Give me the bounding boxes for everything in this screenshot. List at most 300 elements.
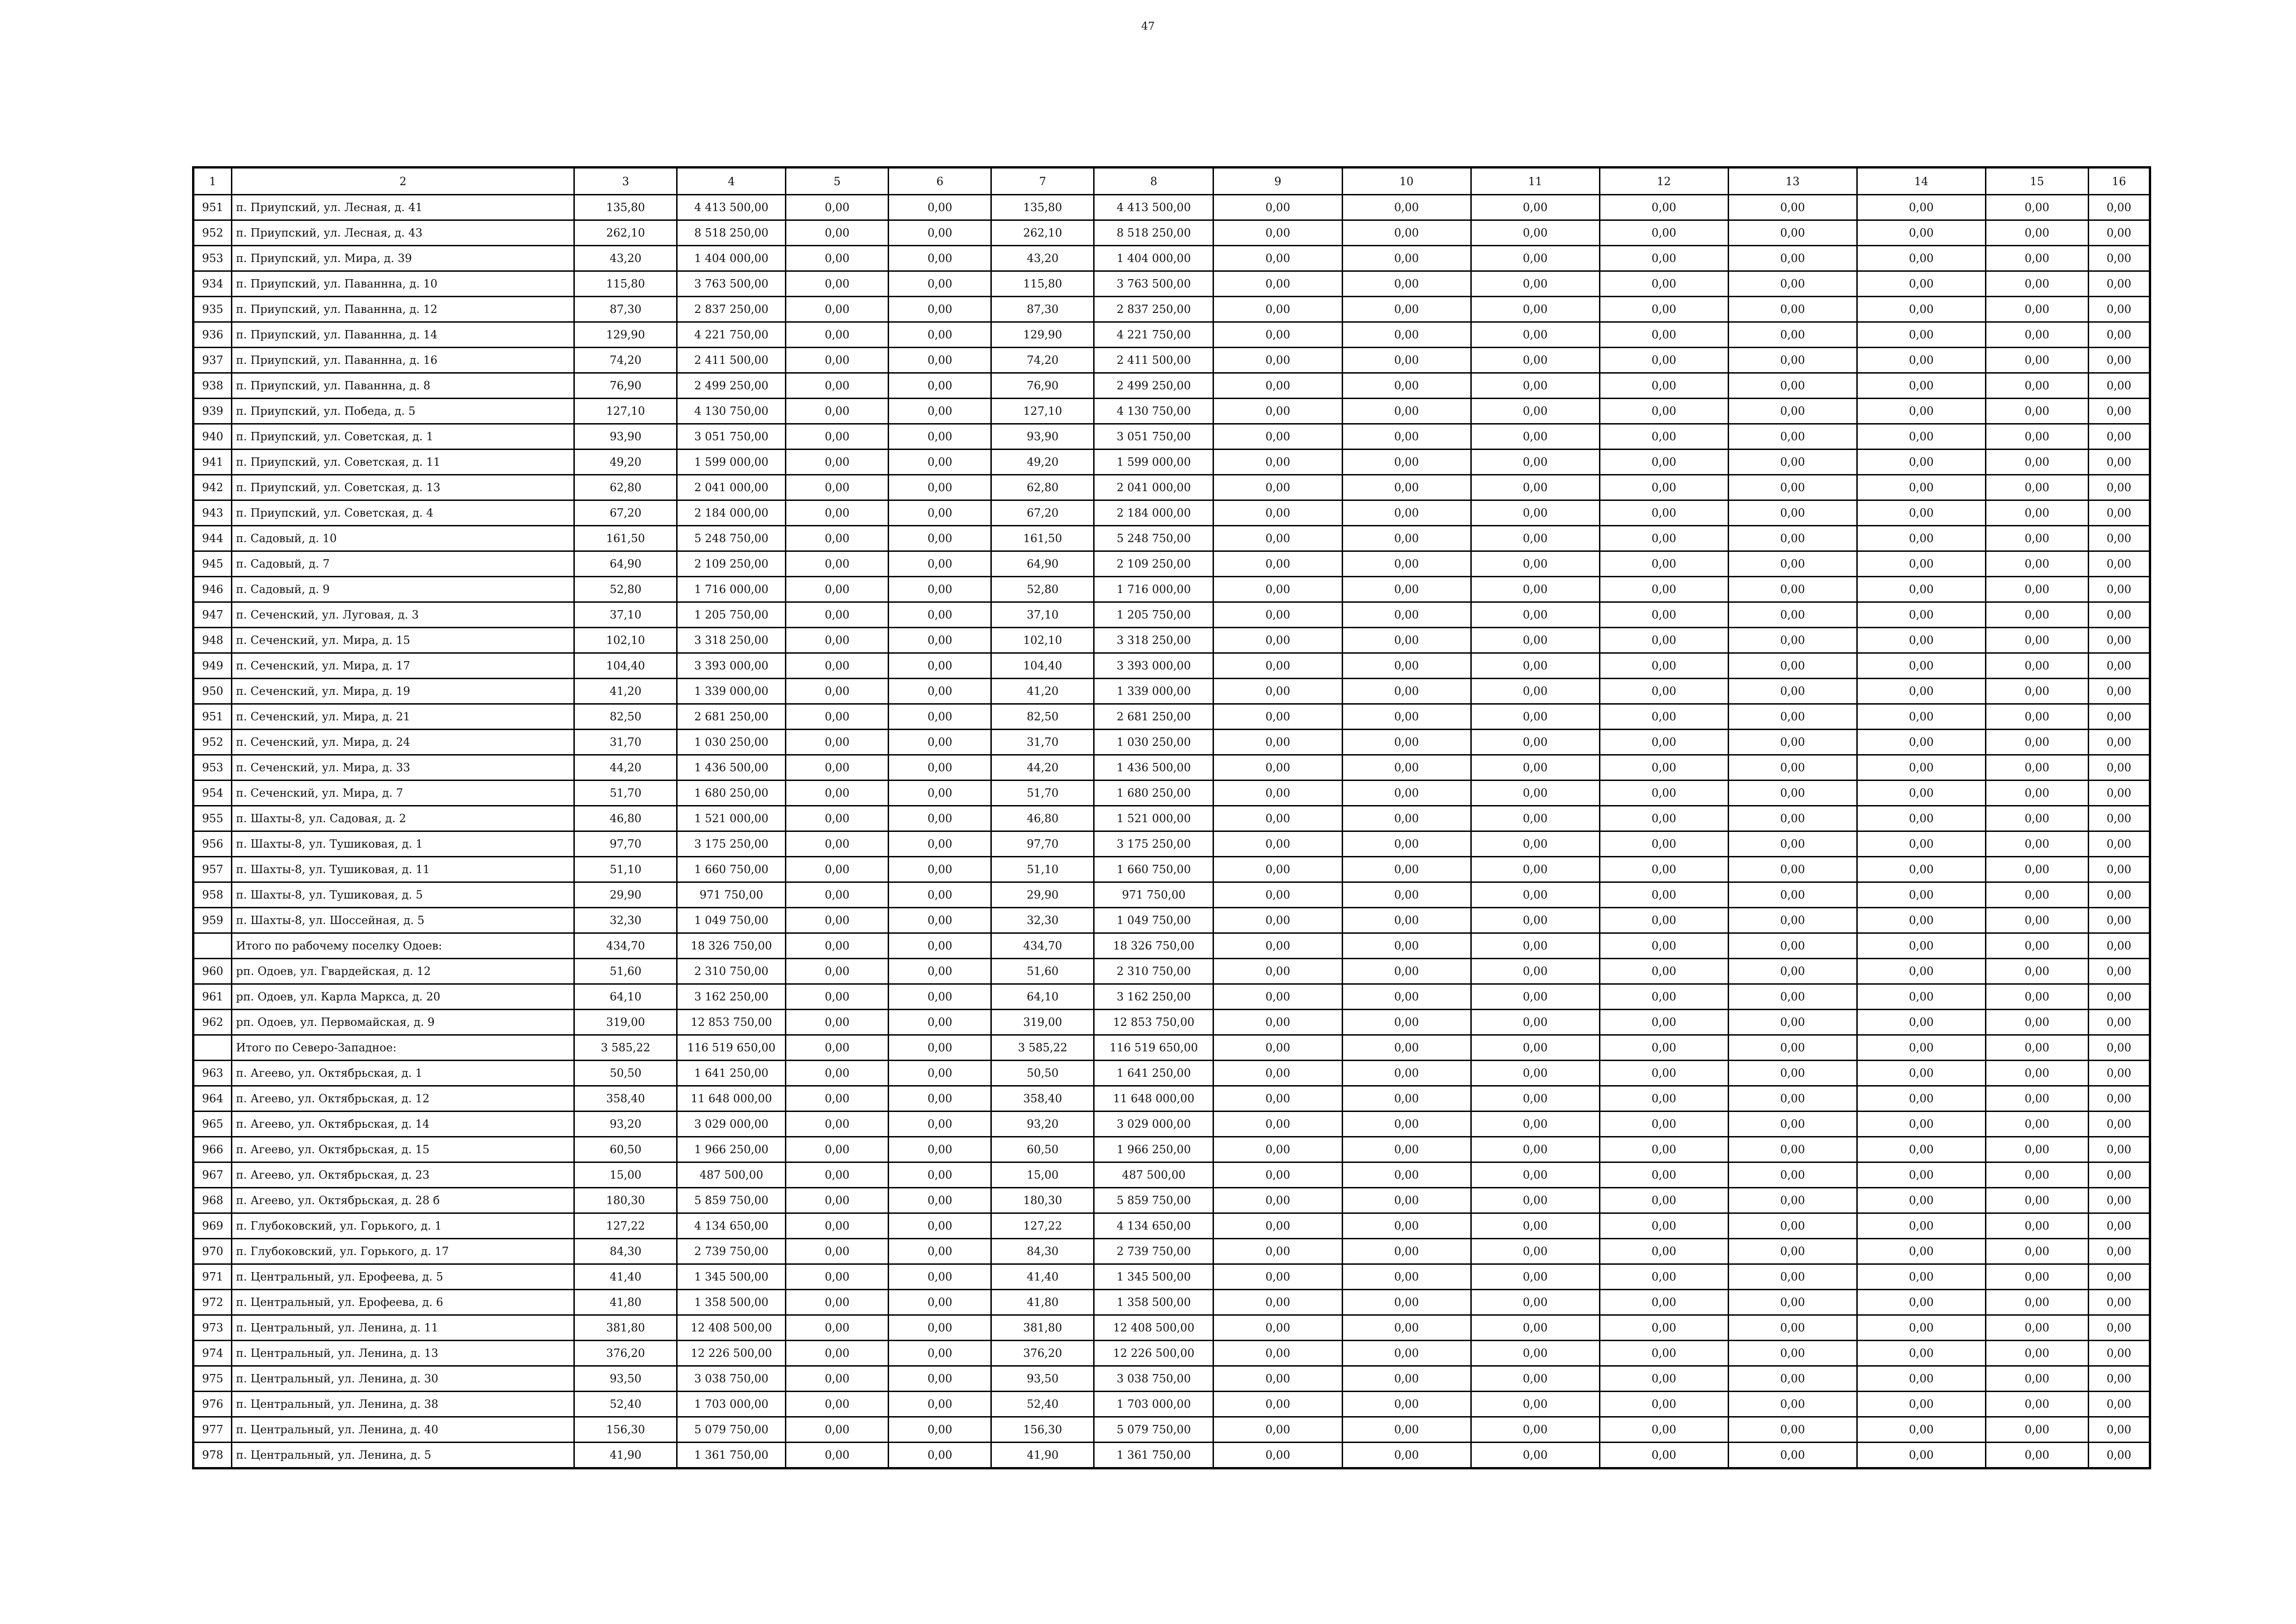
value-cell: 0,00 <box>1342 755 1471 781</box>
value-cell: 0,00 <box>2088 1417 2150 1443</box>
row-number-cell: 938 <box>193 373 232 399</box>
value-cell: 0,00 <box>1728 1188 1857 1213</box>
value-cell: 0,00 <box>1985 628 2088 653</box>
value-cell: 12 853 750,00 <box>1094 1010 1213 1035</box>
value-cell: 0,00 <box>1471 1112 1599 1137</box>
value-cell: 0,00 <box>786 933 889 959</box>
value-cell: 0,00 <box>889 220 991 246</box>
value-cell: 0,00 <box>1728 551 1857 577</box>
table-row <box>193 1315 2150 1341</box>
row-number-cell <box>193 1035 232 1061</box>
value-cell: 0,00 <box>1342 1264 1471 1290</box>
value-cell: 2 041 000,00 <box>677 475 786 500</box>
address-cell: п. Глубоковский, ул. Горького, д. 1 <box>232 1213 574 1239</box>
value-cell: 0,00 <box>2088 908 2150 933</box>
value-cell: 0,00 <box>1599 704 1728 730</box>
value-cell: 0,00 <box>2088 1162 2150 1188</box>
value-cell: 0,00 <box>1213 373 1342 399</box>
value-cell: 5 859 750,00 <box>1094 1188 1213 1213</box>
value-cell: 0,00 <box>1857 526 1985 551</box>
value-cell: 0,00 <box>1213 348 1342 373</box>
value-cell: 3 393 000,00 <box>677 653 786 679</box>
value-cell: 0,00 <box>786 1264 889 1290</box>
value-cell: 0,00 <box>1471 322 1599 348</box>
row-number-cell: 965 <box>193 1112 232 1137</box>
value-cell: 50,50 <box>991 1061 1094 1086</box>
value-cell: 64,90 <box>991 551 1094 577</box>
value-cell: 0,00 <box>1342 500 1471 526</box>
value-cell: 0,00 <box>1342 959 1471 984</box>
value-cell: 1 641 250,00 <box>677 1061 786 1086</box>
value-cell: 127,10 <box>574 399 677 424</box>
subtotal-row <box>193 1035 2150 1061</box>
value-cell: 0,00 <box>1599 959 1728 984</box>
value-cell: 0,00 <box>1857 1162 1985 1188</box>
row-number-cell: 940 <box>193 424 232 450</box>
value-cell: 1 205 750,00 <box>677 602 786 628</box>
value-cell: 116 519 650,00 <box>677 1035 786 1061</box>
value-cell: 0,00 <box>1728 1443 1857 1468</box>
value-cell: 87,30 <box>574 297 677 322</box>
value-cell: 115,80 <box>991 271 1094 297</box>
value-cell: 4 130 750,00 <box>1094 399 1213 424</box>
value-cell: 1 966 250,00 <box>677 1137 786 1162</box>
value-cell: 51,10 <box>991 857 1094 882</box>
value-cell: 0,00 <box>1471 831 1599 857</box>
value-cell: 0,00 <box>1213 1213 1342 1239</box>
value-cell: 0,00 <box>1342 1137 1471 1162</box>
value-cell: 1 680 250,00 <box>1094 781 1213 806</box>
value-cell: 0,00 <box>1728 1213 1857 1239</box>
value-cell: 0,00 <box>889 1315 991 1341</box>
value-cell: 0,00 <box>786 526 889 551</box>
value-cell: 0,00 <box>1985 806 2088 831</box>
value-cell: 0,00 <box>2088 755 2150 781</box>
value-cell: 0,00 <box>889 322 991 348</box>
value-cell: 0,00 <box>1599 1443 1728 1468</box>
value-cell: 0,00 <box>786 246 889 271</box>
value-cell: 127,22 <box>991 1213 1094 1239</box>
value-cell: 156,30 <box>574 1417 677 1443</box>
value-cell: 1 703 000,00 <box>677 1392 786 1417</box>
value-cell: 0,00 <box>2088 526 2150 551</box>
value-cell: 0,00 <box>1599 984 1728 1010</box>
table-row <box>193 1290 2150 1315</box>
row-number-cell: 937 <box>193 348 232 373</box>
row-number-cell: 952 <box>193 220 232 246</box>
value-cell: 0,00 <box>2088 1443 2150 1468</box>
value-cell: 0,00 <box>1342 679 1471 704</box>
value-cell: 487 500,00 <box>1094 1162 1213 1188</box>
value-cell: 0,00 <box>1213 1137 1342 1162</box>
value-cell: 0,00 <box>1213 1392 1342 1417</box>
value-cell: 2 109 250,00 <box>677 551 786 577</box>
table-row <box>193 1366 2150 1392</box>
value-cell: 0,00 <box>1728 628 1857 653</box>
value-cell: 0,00 <box>2088 1061 2150 1086</box>
value-cell: 0,00 <box>1213 1366 1342 1392</box>
value-cell: 3 318 250,00 <box>1094 628 1213 653</box>
value-cell: 0,00 <box>1599 933 1728 959</box>
value-cell: 0,00 <box>786 831 889 857</box>
value-cell: 0,00 <box>1985 246 2088 271</box>
value-cell: 0,00 <box>1599 577 1728 602</box>
address-cell: п. Сеченский, ул. Мира, д. 19 <box>232 679 574 704</box>
row-number-cell: 953 <box>193 246 232 271</box>
value-cell: 1 680 250,00 <box>677 781 786 806</box>
value-cell: 0,00 <box>786 628 889 653</box>
value-cell: 1 030 250,00 <box>677 730 786 755</box>
row-number-cell: 955 <box>193 806 232 831</box>
value-cell: 0,00 <box>1857 959 1985 984</box>
value-cell: 0,00 <box>1857 1290 1985 1315</box>
value-cell: 8 518 250,00 <box>1094 220 1213 246</box>
value-cell: 0,00 <box>1728 424 1857 450</box>
value-cell: 0,00 <box>1985 984 2088 1010</box>
value-cell: 129,90 <box>574 322 677 348</box>
value-cell: 0,00 <box>1471 1188 1599 1213</box>
value-cell: 31,70 <box>574 730 677 755</box>
value-cell: 0,00 <box>1728 1061 1857 1086</box>
value-cell: 0,00 <box>1599 857 1728 882</box>
value-cell: 0,00 <box>1599 1366 1728 1392</box>
value-cell: 0,00 <box>1471 348 1599 373</box>
value-cell: 0,00 <box>1857 399 1985 424</box>
value-cell: 1 716 000,00 <box>1094 577 1213 602</box>
value-cell: 0,00 <box>2088 577 2150 602</box>
value-cell: 0,00 <box>1985 1010 2088 1035</box>
row-number-cell: 976 <box>193 1392 232 1417</box>
value-cell: 2 411 500,00 <box>1094 348 1213 373</box>
value-cell: 64,10 <box>574 984 677 1010</box>
value-cell: 0,00 <box>1342 348 1471 373</box>
value-cell: 0,00 <box>1213 1112 1342 1137</box>
value-cell: 0,00 <box>786 1392 889 1417</box>
value-cell: 0,00 <box>1471 399 1599 424</box>
value-cell: 0,00 <box>786 1366 889 1392</box>
value-cell: 44,20 <box>991 755 1094 781</box>
value-cell: 0,00 <box>889 1239 991 1264</box>
value-cell: 32,30 <box>574 908 677 933</box>
value-cell: 12 408 500,00 <box>1094 1315 1213 1341</box>
value-cell: 0,00 <box>1471 602 1599 628</box>
value-cell: 2 184 000,00 <box>1094 500 1213 526</box>
value-cell: 0,00 <box>1728 1315 1857 1341</box>
value-cell: 0,00 <box>1728 1086 1857 1112</box>
value-cell: 0,00 <box>2088 984 2150 1010</box>
table-row <box>193 755 2150 781</box>
value-cell: 3 763 500,00 <box>1094 271 1213 297</box>
value-cell: 0,00 <box>1857 348 1985 373</box>
table-row <box>193 730 2150 755</box>
value-cell: 0,00 <box>1471 526 1599 551</box>
subtotal-row <box>193 933 2150 959</box>
value-cell: 0,00 <box>2088 1010 2150 1035</box>
value-cell: 0,00 <box>1342 730 1471 755</box>
row-number-cell: 936 <box>193 322 232 348</box>
value-cell: 3 038 750,00 <box>1094 1366 1213 1392</box>
value-cell: 0,00 <box>889 831 991 857</box>
value-cell: 37,10 <box>574 602 677 628</box>
value-cell: 0,00 <box>1213 933 1342 959</box>
value-cell: 0,00 <box>2088 424 2150 450</box>
value-cell: 1 404 000,00 <box>677 246 786 271</box>
value-cell: 0,00 <box>1985 551 2088 577</box>
value-cell: 3 585,22 <box>574 1035 677 1061</box>
value-cell: 0,00 <box>1213 882 1342 908</box>
value-cell: 0,00 <box>2088 1137 2150 1162</box>
value-cell: 0,00 <box>2088 1035 2150 1061</box>
value-cell: 1 339 000,00 <box>677 679 786 704</box>
value-cell: 3 162 250,00 <box>677 984 786 1010</box>
value-cell: 0,00 <box>1471 1035 1599 1061</box>
value-cell: 0,00 <box>1728 322 1857 348</box>
value-cell: 0,00 <box>786 322 889 348</box>
value-cell: 0,00 <box>889 704 991 730</box>
value-cell: 0,00 <box>1599 1086 1728 1112</box>
value-cell: 0,00 <box>2088 373 2150 399</box>
value-cell: 0,00 <box>1857 933 1985 959</box>
value-cell: 0,00 <box>1213 730 1342 755</box>
value-cell: 319,00 <box>991 1010 1094 1035</box>
row-number-cell: 951 <box>193 704 232 730</box>
value-cell: 41,90 <box>574 1443 677 1468</box>
value-cell: 0,00 <box>1985 602 2088 628</box>
value-cell: 0,00 <box>1728 1137 1857 1162</box>
value-cell: 0,00 <box>1857 882 1985 908</box>
value-cell: 0,00 <box>1599 781 1728 806</box>
value-cell: 2 499 250,00 <box>677 373 786 399</box>
value-cell: 0,00 <box>786 195 889 220</box>
value-cell: 0,00 <box>1471 653 1599 679</box>
value-cell: 0,00 <box>786 882 889 908</box>
value-cell: 0,00 <box>1471 1417 1599 1443</box>
page-number: 47 <box>1141 20 1155 32</box>
table-row <box>193 246 2150 271</box>
value-cell: 0,00 <box>1599 1162 1728 1188</box>
value-cell: 0,00 <box>1213 1417 1342 1443</box>
value-cell: 0,00 <box>1342 781 1471 806</box>
value-cell: 0,00 <box>786 475 889 500</box>
value-cell: 0,00 <box>2088 1392 2150 1417</box>
value-cell: 51,70 <box>574 781 677 806</box>
value-cell: 0,00 <box>786 1010 889 1035</box>
table-row <box>193 373 2150 399</box>
value-cell: 12 853 750,00 <box>677 1010 786 1035</box>
value-cell: 0,00 <box>1213 831 1342 857</box>
value-cell: 0,00 <box>786 1213 889 1239</box>
value-cell: 0,00 <box>2088 704 2150 730</box>
value-cell: 3 051 750,00 <box>677 424 786 450</box>
value-cell: 1 361 750,00 <box>1094 1443 1213 1468</box>
column-header: 14 <box>1857 168 1985 195</box>
value-cell: 0,00 <box>889 1035 991 1061</box>
value-cell: 74,20 <box>991 348 1094 373</box>
row-number-cell: 961 <box>193 984 232 1010</box>
value-cell: 0,00 <box>786 500 889 526</box>
value-cell: 434,70 <box>574 933 677 959</box>
value-cell: 0,00 <box>889 1213 991 1239</box>
value-cell: 0,00 <box>889 450 991 475</box>
table-row <box>193 424 2150 450</box>
value-cell: 0,00 <box>1857 984 1985 1010</box>
value-cell: 0,00 <box>889 577 991 602</box>
address-cell: п. Агеево, ул. Октябрьская, д. 15 <box>232 1137 574 1162</box>
value-cell: 0,00 <box>1213 577 1342 602</box>
value-cell: 43,20 <box>991 246 1094 271</box>
value-cell: 2 109 250,00 <box>1094 551 1213 577</box>
value-cell: 0,00 <box>1471 1010 1599 1035</box>
row-number-cell: 963 <box>193 1061 232 1086</box>
value-cell: 41,20 <box>991 679 1094 704</box>
value-cell: 0,00 <box>889 1137 991 1162</box>
value-cell: 0,00 <box>1985 755 2088 781</box>
value-cell: 0,00 <box>1599 1392 1728 1417</box>
value-cell: 127,22 <box>574 1213 677 1239</box>
value-cell: 0,00 <box>1342 933 1471 959</box>
value-cell: 0,00 <box>1471 1086 1599 1112</box>
value-cell: 0,00 <box>1213 806 1342 831</box>
value-cell: 487 500,00 <box>677 1162 786 1188</box>
value-cell: 0,00 <box>1728 1239 1857 1264</box>
table-row <box>193 653 2150 679</box>
value-cell: 0,00 <box>1471 373 1599 399</box>
table-row <box>193 577 2150 602</box>
value-cell: 1 205 750,00 <box>1094 602 1213 628</box>
value-cell: 0,00 <box>786 959 889 984</box>
value-cell: 0,00 <box>2088 1188 2150 1213</box>
value-cell: 1 660 750,00 <box>677 857 786 882</box>
value-cell: 0,00 <box>1857 220 1985 246</box>
value-cell: 0,00 <box>889 857 991 882</box>
value-cell: 0,00 <box>786 297 889 322</box>
value-cell: 0,00 <box>1471 908 1599 933</box>
value-cell: 0,00 <box>1342 424 1471 450</box>
value-cell: 0,00 <box>1213 1086 1342 1112</box>
value-cell: 1 521 000,00 <box>677 806 786 831</box>
value-cell: 0,00 <box>889 246 991 271</box>
value-cell: 64,10 <box>991 984 1094 1010</box>
value-cell: 3 318 250,00 <box>677 628 786 653</box>
value-cell: 0,00 <box>1342 882 1471 908</box>
value-cell: 0,00 <box>1985 322 2088 348</box>
value-cell: 12 226 500,00 <box>677 1341 786 1366</box>
value-cell: 5 079 750,00 <box>1094 1417 1213 1443</box>
value-cell: 0,00 <box>786 1061 889 1086</box>
value-cell: 180,30 <box>574 1188 677 1213</box>
value-cell: 64,90 <box>574 551 677 577</box>
value-cell: 4 134 650,00 <box>677 1213 786 1239</box>
row-number-cell: 969 <box>193 1213 232 1239</box>
value-cell: 3 585,22 <box>991 1035 1094 1061</box>
value-cell: 0,00 <box>1342 1239 1471 1264</box>
value-cell: 0,00 <box>1342 628 1471 653</box>
column-header: 4 <box>677 168 786 195</box>
column-header: 11 <box>1471 168 1599 195</box>
row-number-cell: 951 <box>193 195 232 220</box>
value-cell: 0,00 <box>1599 399 1728 424</box>
value-cell: 0,00 <box>1471 959 1599 984</box>
value-cell: 0,00 <box>1471 1392 1599 1417</box>
value-cell: 3 029 000,00 <box>677 1112 786 1137</box>
value-cell: 43,20 <box>574 246 677 271</box>
value-cell: 0,00 <box>1471 577 1599 602</box>
table-row <box>193 1341 2150 1366</box>
value-cell: 0,00 <box>1471 1341 1599 1366</box>
value-cell: 0,00 <box>1599 1315 1728 1341</box>
table-row <box>193 271 2150 297</box>
value-cell: 0,00 <box>1857 475 1985 500</box>
row-number-cell: 977 <box>193 1417 232 1443</box>
value-cell: 0,00 <box>1599 806 1728 831</box>
value-cell: 0,00 <box>1857 551 1985 577</box>
value-cell: 0,00 <box>2088 500 2150 526</box>
value-cell: 1 345 500,00 <box>677 1264 786 1290</box>
value-cell: 0,00 <box>1342 857 1471 882</box>
value-cell: 0,00 <box>786 577 889 602</box>
value-cell: 0,00 <box>1213 628 1342 653</box>
value-cell: 52,40 <box>991 1392 1094 1417</box>
value-cell: 0,00 <box>1728 831 1857 857</box>
value-cell: 0,00 <box>1213 1290 1342 1315</box>
value-cell: 0,00 <box>1728 882 1857 908</box>
value-cell: 41,80 <box>991 1290 1094 1315</box>
address-cell: п. Сеченский, ул. Луговая, д. 3 <box>232 602 574 628</box>
row-number-cell: 973 <box>193 1315 232 1341</box>
value-cell: 0,00 <box>1342 908 1471 933</box>
value-cell: 0,00 <box>1728 1162 1857 1188</box>
table-row <box>193 220 2150 246</box>
value-cell: 0,00 <box>2088 959 2150 984</box>
value-cell: 0,00 <box>1985 271 2088 297</box>
row-number-cell: 957 <box>193 857 232 882</box>
value-cell: 0,00 <box>889 908 991 933</box>
value-cell: 1 049 750,00 <box>1094 908 1213 933</box>
data-table <box>192 166 2151 1469</box>
row-number-cell: 958 <box>193 882 232 908</box>
value-cell: 0,00 <box>1599 526 1728 551</box>
value-cell: 0,00 <box>1342 1213 1471 1239</box>
address-cell: п. Шахты-8, ул. Тушиковая, д. 1 <box>232 831 574 857</box>
value-cell: 18 326 750,00 <box>1094 933 1213 959</box>
value-cell: 0,00 <box>786 806 889 831</box>
value-cell: 0,00 <box>1599 450 1728 475</box>
value-cell: 0,00 <box>1728 399 1857 424</box>
value-cell: 0,00 <box>1985 1086 2088 1112</box>
value-cell: 0,00 <box>889 551 991 577</box>
value-cell: 0,00 <box>1213 424 1342 450</box>
table-row <box>193 959 2150 984</box>
address-cell: рп. Одоев, ул. Карла Маркса, д. 20 <box>232 984 574 1010</box>
value-cell: 0,00 <box>1213 450 1342 475</box>
value-cell: 0,00 <box>1599 1290 1728 1315</box>
value-cell: 0,00 <box>1342 984 1471 1010</box>
value-cell: 0,00 <box>889 984 991 1010</box>
value-cell: 0,00 <box>1342 1162 1471 1188</box>
value-cell: 115,80 <box>574 271 677 297</box>
value-cell: 11 648 000,00 <box>677 1086 786 1112</box>
address-cell: п. Сеченский, ул. Мира, д. 17 <box>232 653 574 679</box>
value-cell: 180,30 <box>991 1188 1094 1213</box>
row-number-cell: 944 <box>193 526 232 551</box>
value-cell: 51,60 <box>574 959 677 984</box>
value-cell: 0,00 <box>1985 1239 2088 1264</box>
value-cell: 2 837 250,00 <box>1094 297 1213 322</box>
value-cell: 0,00 <box>1599 195 1728 220</box>
value-cell: 0,00 <box>1728 755 1857 781</box>
value-cell: 0,00 <box>1471 984 1599 1010</box>
value-cell: 0,00 <box>1342 1061 1471 1086</box>
